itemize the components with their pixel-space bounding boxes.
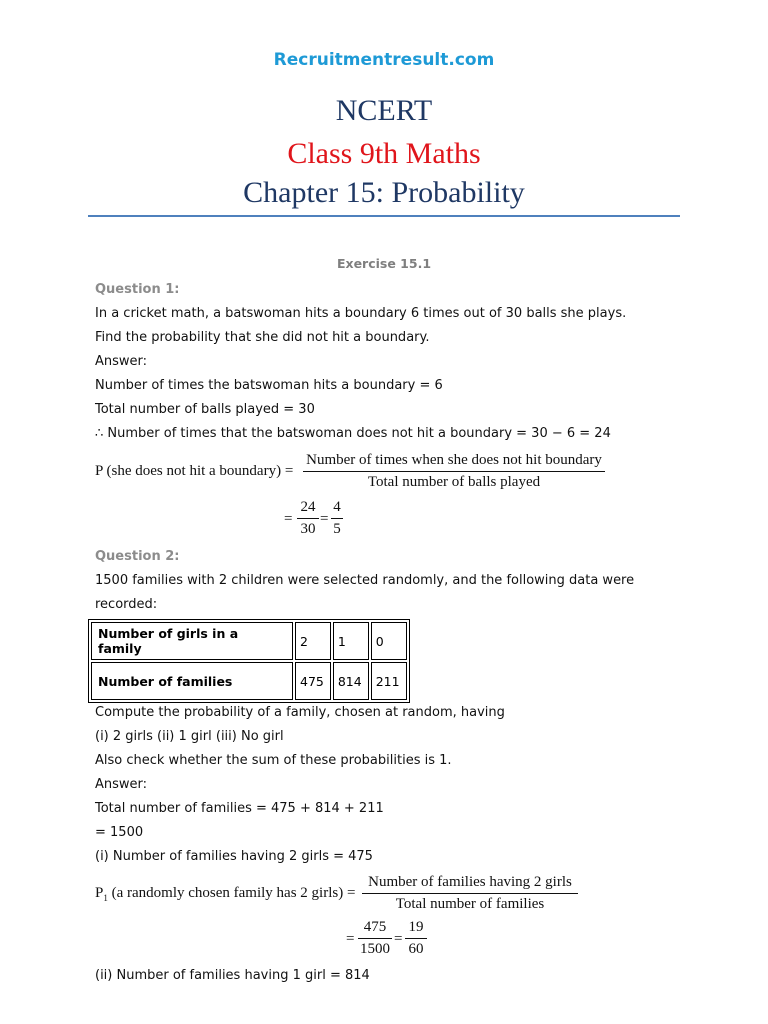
question-2-label: Question 2: [95,549,180,564]
q1-answer-label: Answer: [95,354,148,369]
table-cell: 814 [333,662,369,700]
q1-fraction-2-num: 4 [333,499,341,515]
q2-prob-lhs-text: (a randomly chosen family has 2 girls) = [107,885,356,901]
title-class: Class 9th Maths [287,137,481,170]
q2-prob-numerator: Number of families having 2 girls [368,874,572,890]
q1-prob-denominator: Total number of balls played [367,474,541,490]
q1-step-3: ∴ Number of times that the batswoman does not hit a boundary = 30 − 6 = 24 [95,426,611,441]
table-row [91,622,407,660]
q2-prob-subscript: 1 [103,893,108,903]
question-1-label: Question 1: [95,282,180,297]
q2-fraction-2 [405,919,427,958]
table-cell: 0 [371,622,407,660]
q1-fraction-1 [297,499,319,538]
q1-fraction-1-den: 30 [300,521,316,537]
q2-fraction-2-num: 19 [408,919,424,935]
q1-step-1: Number of times the batswoman hits a boundary = 6 [95,378,443,393]
q2-equals-2: = [394,931,403,947]
q2-text-4: (i) 2 girls (ii) 1 girl (iii) No girl [95,729,284,744]
title-chapter: Chapter 15: Probability [243,176,525,209]
exercise-heading: Exercise 15.1 [336,256,432,271]
title-ncert: NCERT [335,94,433,127]
q1-text-2: Find the probability that she did not hit a boundary. [95,330,430,345]
q2-step-4: (ii) Number of families having 1 girl = 814 [95,968,370,983]
q2-text-1: 1500 families with 2 children were selected randomly, and the following data were [95,573,635,588]
q1-prob-fraction [303,452,605,491]
table-cell: 211 [371,662,407,700]
q2-equals: = [346,931,355,947]
q2-answer-label: Answer: [95,777,148,792]
girls-families-table [88,619,410,703]
table-cell: 1 [333,622,369,660]
q2-prob-symbol: P [95,885,104,901]
q2-step-2: = 1500 [95,825,144,840]
q2-text-2: recorded: [95,597,158,612]
q2-fraction-1-den: 1500 [360,941,390,957]
q1-fraction-1-num: 24 [300,499,316,515]
q2-step-1: Total number of families = 475 + 814 + 211 [95,801,384,816]
header-divider [88,215,680,217]
q2-fraction-2-den: 60 [408,941,424,957]
q1-fraction-2-den: 5 [333,521,341,537]
q1-fraction-2 [331,499,343,538]
table-cell: 475 [295,662,331,700]
q2-prob-denominator: Total number of families [395,896,545,912]
q1-equals: = [284,511,293,527]
table-cell: 2 [295,622,331,660]
q1-equals-2: = [320,511,329,527]
q2-fraction-1-num: 475 [363,919,387,935]
q2-text-5: Also check whether the sum of these probabilities is 1. [95,753,452,768]
q2-prob-fraction [362,874,578,913]
site-name: Recruitmentresult.com [273,50,495,70]
q1-prob-lhs: P (she does not hit a boundary) = [95,463,294,479]
table-row [91,662,407,700]
q2-fraction-1 [358,919,392,958]
q1-text-1: In a cricket math, a batswoman hits a boundary 6 times out of 30 balls she plays. [95,306,627,321]
q2-step-3: (i) Number of families having 2 girls = 475 [95,849,373,864]
q2-prob-lhs [95,885,355,903]
q1-step-2: Total number of balls played = 30 [95,402,315,417]
q1-prob-numerator: Number of times when she does not hit boundary [306,452,602,468]
q2-text-3: Compute the probability of a family, chosen at random, having [95,705,505,720]
table-row-header: Number of families [91,662,293,700]
table-row-header: Number of girls in a family [91,622,293,660]
